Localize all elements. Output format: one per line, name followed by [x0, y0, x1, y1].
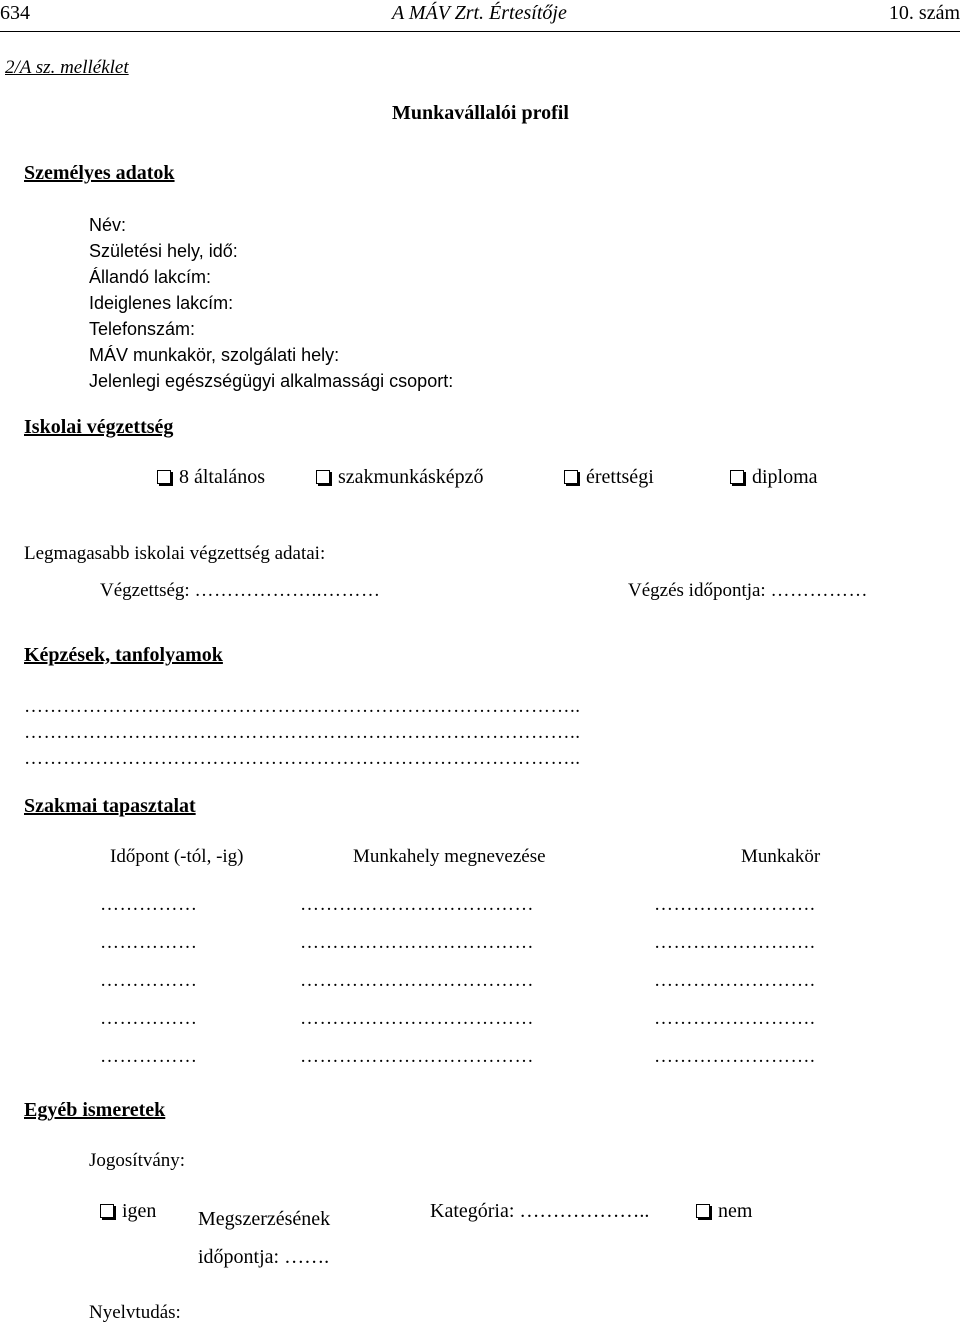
table-cell[interactable]: ……………………. — [654, 932, 816, 953]
column-position-header: Munkakör — [741, 846, 821, 867]
page-number: 634 — [0, 2, 30, 24]
section-experience-heading: Szakmai tapasztalat — [24, 795, 196, 817]
license-yes-label: igen — [122, 1200, 157, 1222]
checkbox-icon[interactable] — [696, 1204, 710, 1218]
checkbox-icon[interactable] — [564, 470, 578, 484]
trainings-lines[interactable] — [24, 694, 581, 772]
table-cell[interactable]: ……………………. — [654, 1008, 816, 1029]
column-period-header: Időpont (-tól, -ig) — [110, 846, 244, 867]
completion-value[interactable]: …………… — [770, 580, 868, 601]
languages-label: Nyelvtudás: — [89, 1302, 181, 1323]
option-vocational[interactable] — [316, 466, 484, 489]
degree-value[interactable]: ………………..……… — [194, 580, 381, 601]
section-other-heading: Egyéb ismeretek — [24, 1099, 166, 1121]
issue-number: 10. szám — [888, 2, 960, 24]
acquired-date-field[interactable] — [198, 1200, 330, 1276]
field-job-label: MÁV munkakör, szolgálati hely: — [89, 345, 340, 365]
option-label: 8 általános — [179, 466, 266, 488]
table-cell[interactable]: ……………………………… — [300, 1046, 534, 1067]
highest-education-label: Legmagasabb iskolai végzettség adatai: — [24, 543, 326, 564]
table-cell[interactable]: ……………………………… — [300, 932, 534, 953]
field-phone-label: Telefonszám: — [89, 319, 196, 339]
page-title: Munkavállalói profil — [392, 102, 569, 124]
option-label: diploma — [752, 466, 818, 488]
training-line[interactable]: ………………………………………………………………………….. — [24, 722, 581, 743]
license-no-label: nem — [718, 1200, 753, 1222]
checkbox-icon[interactable] — [316, 470, 330, 484]
section-education-heading: Iskolai végzettség — [24, 416, 174, 438]
field-health-group-label: Jelenlegi egészségügyi alkalmassági csoport: — [89, 371, 454, 391]
table-cell[interactable]: …………… — [100, 932, 198, 953]
training-line[interactable]: ………………………………………………………………………….. — [24, 696, 581, 717]
section-personal-heading: Személyes adatok — [24, 162, 175, 184]
experience-position-column[interactable] — [654, 886, 815, 1076]
option-label: szakmunkásképző — [338, 466, 484, 488]
degree-label: Végzettség: — [100, 580, 190, 601]
option-diploma[interactable] — [730, 466, 818, 489]
column-workplace-header: Munkahely megnevezése — [353, 846, 546, 867]
category-field[interactable]: Kategória: ……………….. — [430, 1200, 650, 1222]
license-label: Jogosítvány: — [89, 1150, 186, 1171]
checkbox-icon[interactable] — [100, 1204, 114, 1218]
completion-label: Végzés időpontja: — [628, 580, 766, 601]
field-permanent-address-label: Állandó lakcím: — [89, 267, 212, 287]
table-cell[interactable]: ……………………. — [654, 1046, 816, 1067]
degree-field[interactable] — [100, 580, 380, 602]
table-cell[interactable]: …………… — [100, 970, 198, 991]
experience-period-column[interactable] — [100, 886, 198, 1076]
acquired-label-line1: Megszerzésének — [198, 1208, 331, 1230]
table-cell[interactable]: …………… — [100, 1046, 198, 1067]
table-cell[interactable]: ……………………………… — [300, 970, 534, 991]
personal-fields — [89, 212, 453, 394]
table-cell[interactable]: ……………………………… — [300, 1008, 534, 1029]
completion-field[interactable] — [628, 580, 868, 602]
table-cell[interactable]: …………… — [100, 894, 198, 915]
option-matura[interactable] — [564, 466, 654, 489]
checkbox-icon[interactable] — [730, 470, 744, 484]
table-cell[interactable]: …………… — [100, 1008, 198, 1029]
license-no-option[interactable] — [696, 1200, 752, 1223]
header-rule — [0, 31, 960, 32]
publication-title: A MÁV Zrt. Értesítője — [392, 2, 567, 24]
field-temporary-address-label: Ideiglenes lakcím: — [89, 293, 234, 313]
table-cell[interactable]: ……………………. — [654, 894, 816, 915]
license-yes-option[interactable] — [100, 1200, 156, 1223]
training-line[interactable]: ………………………………………………………………………….. — [24, 748, 581, 769]
section-trainings-heading: Képzések, tanfolyamok — [24, 644, 223, 666]
annex-label: 2/A sz. melléklet — [5, 57, 129, 78]
table-cell[interactable]: ……………………. — [654, 970, 816, 991]
option-elementary[interactable] — [157, 466, 265, 489]
checkbox-icon[interactable] — [157, 470, 171, 484]
option-label: érettségi — [586, 466, 654, 488]
acquired-label-line2[interactable]: időpontja: ……. — [198, 1246, 330, 1268]
field-birth-label: Születési hely, idő: — [89, 241, 238, 261]
experience-workplace-column[interactable] — [300, 886, 534, 1076]
table-cell[interactable]: ……………………………… — [300, 894, 534, 915]
field-name-label: Név: — [89, 215, 127, 235]
